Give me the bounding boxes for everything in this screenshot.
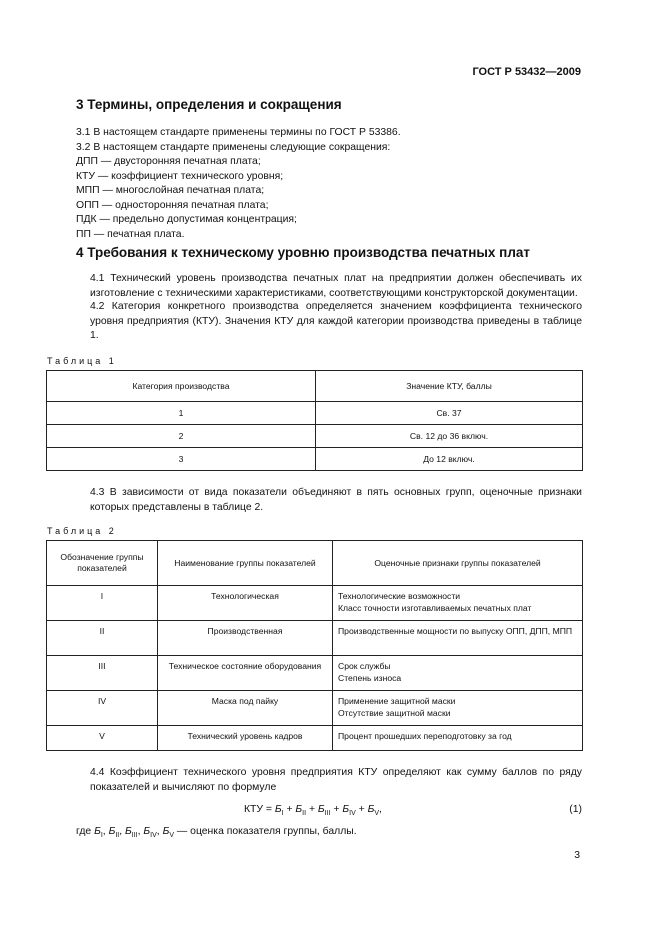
table-row — [47, 621, 583, 656]
abbr-opp: ОПП — односторонняя печатная плата; — [76, 199, 269, 211]
table-2-cell: Маска под пайку — [158, 691, 333, 726]
table-row — [47, 586, 583, 621]
formula-number: (1) — [569, 804, 582, 815]
table-2-cell: Технологические возможности Класс точности изготавливаемых печатных плат — [333, 586, 583, 621]
table-2-caption: Таблица 2 — [47, 526, 117, 536]
table-2-cell: Технический уровень кадров — [158, 726, 333, 751]
table-2 — [46, 540, 583, 751]
table-1-cell: Св. 12 до 36 включ. — [316, 425, 583, 448]
formula-lhs: КТУ = — [244, 804, 275, 815]
table-2-cell: Процент прошедших переподготовку за год — [333, 726, 583, 751]
table-1-cell: 2 — [47, 425, 316, 448]
paragraph-4-4-text: 4.4 Коэффициент технического уровня предприятия КТУ определяют как сумму баллов по ряду показателей и вычисляют по формуле — [90, 767, 582, 793]
formula-expression: КТУ = $Б_I + Б_{II} + Б_{III} + Б_{IV} + Б_V$, — [244, 804, 382, 818]
abbr-dpp: ДПП — двусторонняя печатная плата; — [76, 156, 261, 167]
paragraph-4-4 — [76, 766, 582, 795]
table-2-cell: Технологическая — [158, 586, 333, 621]
table-row — [47, 448, 583, 471]
table-1-cell: Св. 37 — [316, 402, 583, 425]
table-2-cell: Применение защитной маски Отсутствие защитной маски — [333, 691, 583, 726]
table-1-cell: 3 — [47, 448, 316, 471]
abbr-pp: ПП — печатная плата. — [76, 228, 185, 240]
table-2-cell: I — [47, 586, 158, 621]
section-3-title: 3 Термины, определения и сокращения — [76, 97, 342, 112]
paragraph-4-1 — [76, 272, 582, 301]
table-1-cell: До 12 включ. — [316, 448, 583, 471]
table-row — [47, 726, 583, 751]
abbr-ktu: КТУ — коэффициент технического уровня; — [76, 170, 284, 182]
abbr-mpp: МПП — многослойная печатная плата; — [76, 185, 265, 196]
table-row — [47, 656, 583, 691]
table-2-header-criteria: Оценочные признаки группы показателей — [333, 541, 583, 586]
table-2-cell: V — [47, 726, 158, 751]
paragraph-4-3-text: 4.3 В зависимости от вида показатели объединяют в пять основных групп, оценочные признаки которых представлены в таблице 2. — [90, 487, 582, 513]
line-3-2: 3.2 В настоящем стандарте применены следующие сокращения: — [76, 141, 391, 153]
table-row — [47, 691, 583, 726]
table-2-cell: Производственная — [158, 621, 333, 656]
table-1 — [46, 370, 583, 471]
section-3-lines — [76, 126, 401, 242]
table-2-header-designation: Обозначение группы показателей — [47, 541, 158, 586]
table-1-header-category: Категория производства — [47, 371, 316, 402]
line-3-1: 3.1 В настоящем стандарте применены термины по ГОСТ Р 53386. — [76, 127, 401, 138]
table-2-cell: III — [47, 656, 158, 691]
table-row — [47, 402, 583, 425]
table-2-cell: Техническое состояние оборудования — [158, 656, 333, 691]
table-2-cell: Производственные мощности по выпуску ОПП, ДПП, МПП — [333, 621, 583, 656]
paragraph-4-2 — [76, 300, 582, 344]
document-id: ГОСТ Р 53432—2009 — [472, 66, 581, 78]
section-4-title: 4 Требования к техническому уровню производства печатных плат — [76, 245, 531, 260]
table-1-caption: Таблица 1 — [47, 356, 117, 366]
formula-where-clause: где $Б_I$, $Б_{II}$, $Б_{III}$, $Б_{IV}$, $Б_V$ — оценка показателя группы, баллы. — [76, 826, 357, 840]
paragraph-4-2-text: 4.2 Категория конкретного производства определяется значением коэффициента технического уровня предприятия (КТУ). Значения КТУ для каждой категории производства приведены в таблице 1. — [90, 301, 582, 341]
paragraph-4-1-text: 4.1 Технический уровень производства печатных плат на предприятии должен обеспечивать их изготовление с техническими характеристиками, соответствующими конструкторской документации. — [90, 273, 582, 299]
table-2-header-name: Наименование группы показателей — [158, 541, 333, 586]
page-number: 3 — [574, 850, 580, 861]
table-1-header-ktu: Значение КТУ, баллы — [316, 371, 583, 402]
table-2-cell: Срок службы Степень износа — [333, 656, 583, 691]
table-1-cell: 1 — [47, 402, 316, 425]
abbr-pdk: ПДК — предельно допустимая концентрация; — [76, 214, 297, 225]
table-2-cell: IV — [47, 691, 158, 726]
table-row — [47, 425, 583, 448]
paragraph-4-3 — [76, 486, 582, 515]
table-2-cell: II — [47, 621, 158, 656]
